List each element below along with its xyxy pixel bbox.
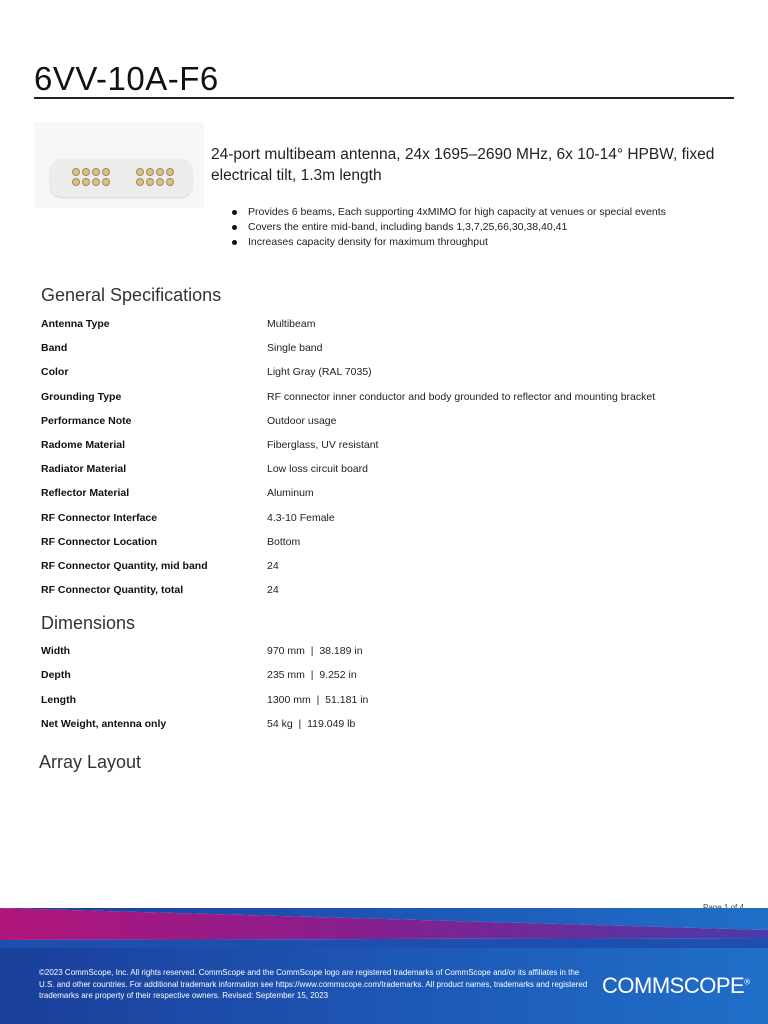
connector-group-right — [136, 168, 174, 186]
logo-text: COMMSCOPE — [602, 973, 745, 998]
spec-label: Depth — [41, 669, 71, 681]
spec-label: RF Connector Location — [41, 536, 158, 548]
spec-row — [41, 694, 741, 714]
antenna-illustration — [50, 159, 192, 197]
spec-label: Net Weight, antenna only — [41, 718, 167, 730]
spec-row — [41, 391, 741, 411]
spec-label: RF Connector Interface — [41, 512, 158, 524]
spec-row — [41, 512, 741, 532]
product-description: 24-port multibeam antenna, 24x 1695–2690 MHz, 6x 10-14° HPBW, fixed electrical tilt, 1.3m length — [211, 146, 715, 184]
spec-row — [41, 439, 741, 459]
spec-value: 970 mm | 38.189 in — [267, 645, 363, 657]
spec-value: 24 — [267, 584, 279, 596]
spec-label: Grounding Type — [41, 391, 122, 403]
spec-value: Single band — [267, 342, 323, 354]
commscope-logo — [602, 973, 750, 999]
spec-value: 24 — [267, 560, 279, 572]
spec-row — [41, 718, 741, 738]
spec-row — [41, 366, 741, 386]
spec-label: RF Connector Quantity, mid band — [41, 560, 208, 572]
spec-row — [41, 560, 741, 580]
spec-label: Antenna Type — [41, 318, 110, 330]
spec-value: 1300 mm | 51.181 in — [267, 694, 369, 706]
spec-value: Outdoor usage — [267, 415, 337, 427]
spec-value: 4.3-10 Female — [267, 512, 335, 524]
spec-row — [41, 342, 741, 362]
general-specifications-heading: General Specifications — [41, 285, 222, 305]
spec-label: Length — [41, 694, 76, 706]
spec-label: Color — [41, 366, 69, 378]
feature-item: Provides 6 beams, Each supporting 4xMIMO for high capacity at venues or special events — [230, 205, 666, 220]
footer-accent-band — [0, 908, 768, 948]
spec-label: Performance Note — [41, 415, 132, 427]
spec-label: RF Connector Quantity, total — [41, 584, 184, 596]
spec-label: Band — [41, 342, 68, 354]
connector-group-left — [72, 168, 110, 186]
feature-list — [230, 205, 666, 250]
footer-legal-text: ©2023 CommScope, Inc. All rights reserved. CommScope and the CommScope logo are registered trademarks of CommScope and/or its affiliates in the U.S. and other countries. For additional trademark information see https://www.commscope.com/trademarks. All product names, trademarks and registered trademarks are property of their respective owners. Revised: September 15, 2023 — [39, 968, 588, 1000]
spec-value: Bottom — [267, 536, 301, 548]
spec-label: Radome Material — [41, 439, 126, 451]
spec-value: Fiberglass, UV resistant — [267, 439, 379, 451]
dimensions-heading: Dimensions — [41, 613, 136, 633]
spec-value: Light Gray (RAL 7035) — [267, 366, 372, 378]
spec-value: RF connector inner conductor and body grounded to reflector and mounting bracket — [267, 391, 656, 403]
spec-value: Aluminum — [267, 487, 314, 499]
spec-label: Width — [41, 645, 71, 657]
spec-row — [41, 669, 741, 689]
spec-row — [41, 463, 741, 483]
spec-row — [41, 487, 741, 507]
spec-label: Reflector Material — [41, 487, 130, 499]
spec-row — [41, 415, 741, 435]
spec-row — [41, 584, 741, 604]
feature-item: Increases capacity density for maximum throughput — [230, 235, 666, 250]
feature-item: Covers the entire mid-band, including bands 1,3,7,25,66,30,38,40,41 — [230, 220, 666, 235]
spec-value: Low loss circuit board — [267, 463, 368, 475]
product-image — [34, 122, 204, 208]
spec-row — [41, 318, 741, 338]
spec-row — [41, 536, 741, 556]
spec-label: Radiator Material — [41, 463, 127, 475]
array-layout-heading: Array Layout — [39, 752, 142, 772]
footer — [0, 908, 768, 1024]
title-divider — [34, 97, 734, 99]
page-title: 6VV-10A-F6 — [34, 60, 219, 97]
registered-mark: ® — [744, 977, 750, 987]
spec-row — [41, 645, 741, 665]
spec-value: 235 mm | 9.252 in — [267, 669, 357, 681]
spec-value: Multibeam — [267, 318, 316, 330]
spec-value: 54 kg | 119.049 lb — [267, 718, 356, 730]
